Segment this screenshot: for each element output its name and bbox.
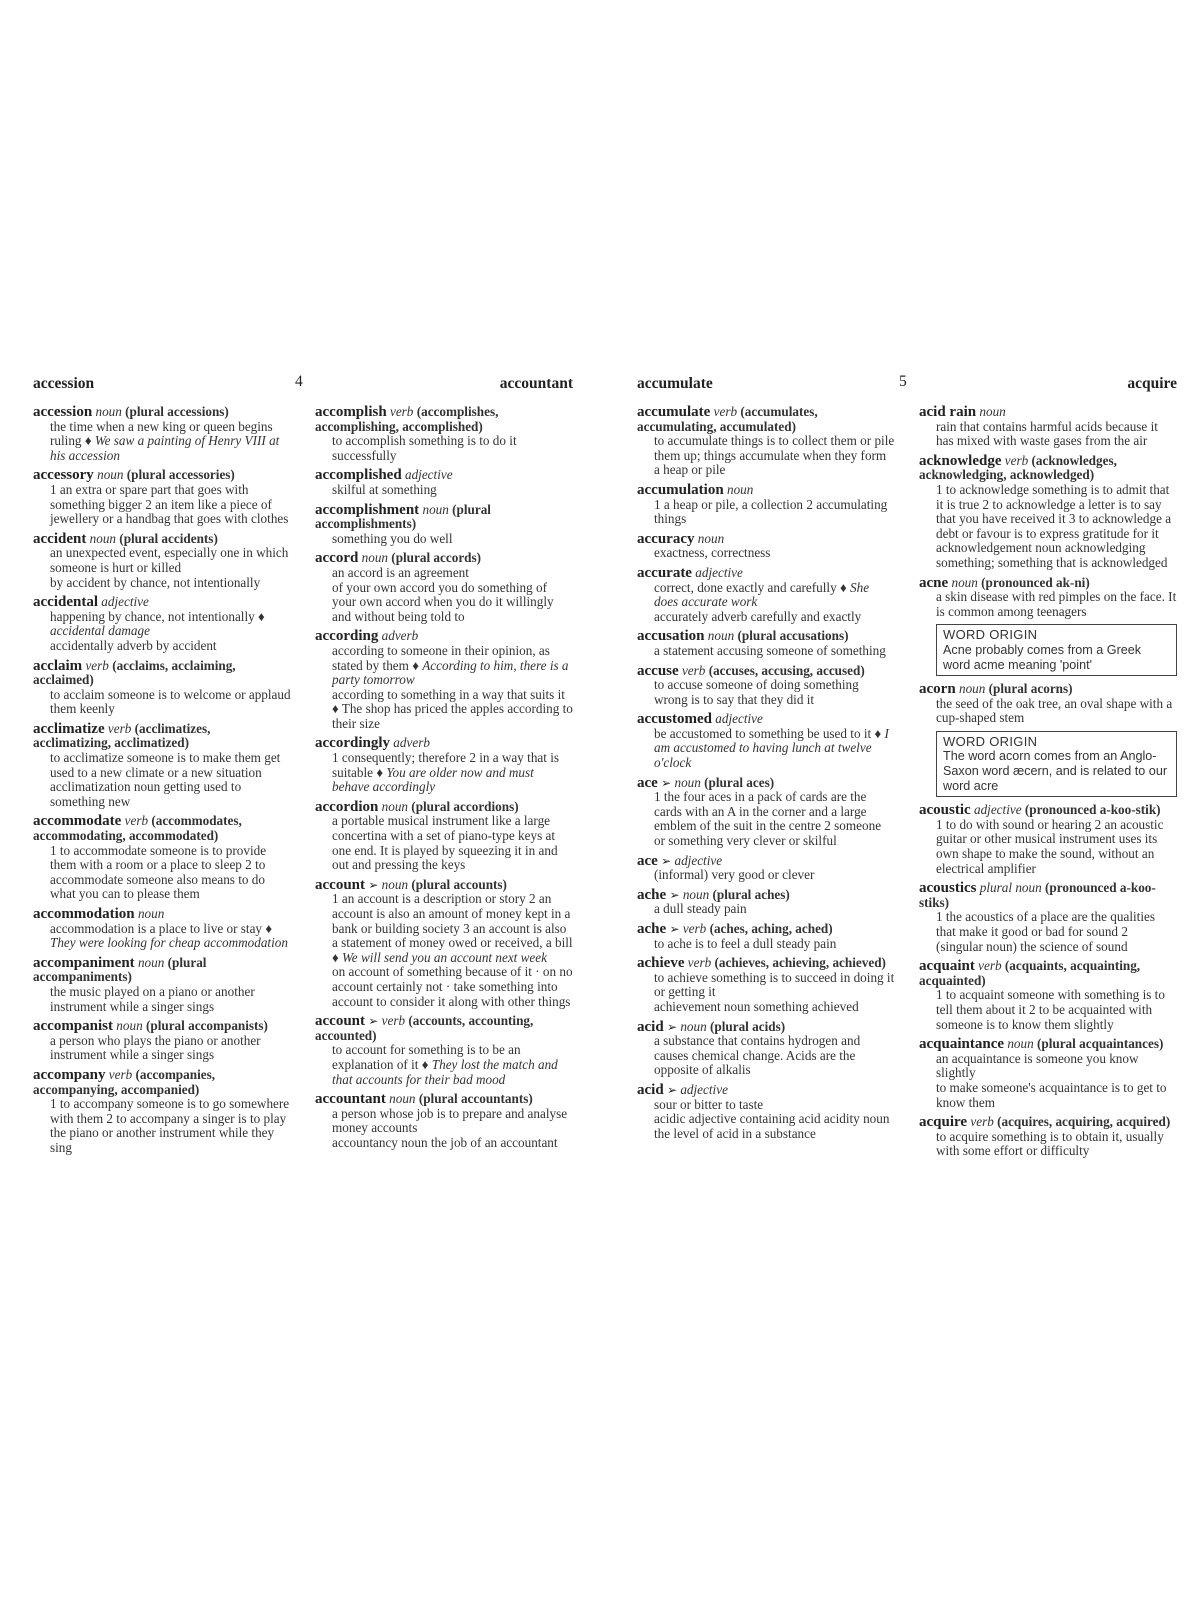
dictionary-entry: accustomed adjective be accustomed to something be used to it ♦ I am accustomed to having lunch at twelve o'clock <box>637 711 889 771</box>
inflected-forms: (plural accordions) <box>411 798 519 814</box>
part-of-speech: adjective <box>695 564 743 580</box>
example-sentence: According to him, there is a party tomorrow <box>332 657 569 688</box>
definition: 1 to do with sound or hearing 2 an acoustic guitar or other musical instrument uses its own shape to make the sound, without an electrical amplifier <box>936 816 1164 876</box>
dictionary-entry: according adverb according to someone in their opinion, as stated by them ♦ According to him, there is a party tomorrow according to something in a way that suits it ♦ The shop has priced the apples according to their size <box>315 628 573 731</box>
headword: ace <box>637 852 658 869</box>
inflected-forms: (plural accords) <box>391 550 482 566</box>
definition: something you do well <box>332 530 453 546</box>
headword: accountant <box>315 1091 386 1108</box>
headword: ace <box>637 774 658 791</box>
headword: accomplishment <box>315 501 420 518</box>
column <box>33 405 291 1161</box>
dictionary-entry <box>637 532 895 561</box>
word-origin-title: WORD ORIGIN <box>943 733 1038 749</box>
dictionary-entry <box>33 814 291 902</box>
arrow-icon: ➢ <box>368 1014 379 1029</box>
dictionary-entry: accession noun (plural accessions) the time when a new king or queen begins ruling ♦ We saw a painting of Henry VIII at his accession <box>33 404 280 463</box>
part-of-speech: verb <box>978 958 1002 974</box>
word-origin-text: The word acorn comes from an Anglo-Saxon word æcern, and is related to our word acre <box>943 749 1168 793</box>
definition: a portable musical instrument like a large concertina with a set of piano-type keys at one end. It is played by squeezing it in and out and pressing the keys <box>332 813 558 873</box>
definition: accommodation is a place to live or stay <box>50 920 263 936</box>
part-of-speech: noun <box>381 798 408 814</box>
part-of-speech: noun <box>422 501 449 517</box>
dictionary-entry <box>637 629 895 658</box>
derived-form: accurately adverb carefully and exactly <box>654 608 862 624</box>
part-of-speech: adjective <box>101 594 149 610</box>
dictionary-entry: accidental adjective happening by chance, not intentionally ♦ accidental damage accidentally adverb by accident <box>33 595 291 653</box>
headword: accompanist <box>33 1018 113 1035</box>
headword: accompany <box>33 1066 106 1083</box>
definition: an acquaintance is someone you know slightly <box>936 1050 1139 1081</box>
inflected-forms: (plural accompaniments) <box>33 954 207 985</box>
inflected-forms: (plural accountants) <box>418 1091 533 1107</box>
inflected-forms: (acknowledges, acknowledging, acknowledged) <box>919 452 1117 483</box>
definition: to accomplish something is to do it successfully <box>332 433 517 463</box>
word-origin-title: WORD ORIGIN <box>943 627 1038 643</box>
dictionary-entry <box>919 803 1177 876</box>
inflected-forms: (plural acquaintances) <box>1036 1036 1164 1052</box>
headword: ache <box>637 886 667 903</box>
part-of-speech: plural noun <box>979 880 1042 896</box>
inflected-forms: (plural aches) <box>712 886 790 902</box>
headword: achieve <box>637 955 685 972</box>
inflected-forms: (accumulates, accumulating, accumulated) <box>637 404 818 434</box>
part-of-speech: noun <box>95 404 122 419</box>
dictionary-entry <box>919 405 1177 449</box>
example-sentence: accidental damage <box>50 623 150 639</box>
definition: 1 a heap or pile, a collection 2 accumulating things <box>654 496 888 527</box>
arrow-icon: ➢ <box>666 1019 678 1034</box>
part-of-speech: noun <box>97 467 124 483</box>
headword: ache <box>637 921 667 937</box>
headword: accumulate <box>637 404 711 420</box>
headword: acid <box>637 1081 664 1098</box>
derived-form: acidic adjective containing acid acidity noun the level of acid in a substance <box>654 1111 890 1141</box>
part-of-speech: verb <box>1004 452 1029 468</box>
dictionary-entry <box>315 503 573 547</box>
definition: 1 the four aces in a pack of cards are the cards with an A in the corner and a large emblem of the suit in the centre 2 someone or something very clever or skilful <box>654 789 882 849</box>
arrow-icon: ➢ <box>666 1082 678 1097</box>
headword: acid rain <box>919 404 977 420</box>
inflected-forms: (accompanies, accompanying, accompanied) <box>33 1066 216 1097</box>
definition: to acquire something is to obtain it, usually with some effort or difficulty <box>936 1128 1164 1159</box>
part-of-speech: verb <box>107 720 132 736</box>
inflected-forms: (plural accounts) <box>411 876 507 892</box>
dictionary-entry <box>33 532 291 590</box>
dictionary-entry <box>315 1092 573 1150</box>
headword: acne <box>919 574 949 591</box>
arrow-icon: ➢ <box>368 877 379 892</box>
example-sentence: They lost the match and that accounts for their bad mood <box>332 1056 558 1087</box>
headword: accomplished <box>315 467 402 484</box>
headword: according <box>315 628 379 645</box>
word-origin-box <box>936 731 1177 797</box>
inflected-forms: (plural accessions) <box>125 404 229 419</box>
dictionary-entry <box>919 454 1177 571</box>
headword: accommodate <box>33 813 122 830</box>
definition: exactness, correctness <box>654 545 771 561</box>
derived-form: to make someone's acquaintance is to get to know them <box>936 1079 1167 1110</box>
definition: 1 the acoustics of a place are the qualities that make it good or bad for sound 2 (singular noun) the science of sound <box>936 909 1155 954</box>
headword: accord <box>315 550 359 567</box>
part-of-speech: verb <box>682 921 707 936</box>
definition: be accustomed to something be used to it <box>654 725 872 741</box>
definition: to achieve something is to succeed in doing it or getting it <box>654 969 895 1000</box>
example-sentence: You are older now and must behave accordingly <box>332 764 534 795</box>
headword: accessory <box>33 467 94 484</box>
headword: acquaint <box>919 958 975 975</box>
headword: accommodation <box>33 906 135 922</box>
guide-word-left: accumulate <box>637 375 713 392</box>
column <box>919 405 1177 1164</box>
derived-form: according to something in a way that suits it ♦ The shop has priced the apples according to their size <box>332 686 573 731</box>
definition: 1 consequently; therefore 2 in a way that is suitable <box>332 750 560 780</box>
dictionary-entry <box>33 722 291 810</box>
inflected-forms: (plural accusations) <box>737 628 849 644</box>
definition: a person who plays the piano or another instrument while a singer sings <box>50 1032 261 1063</box>
definition: an unexpected event, especially one in which someone is hurt or killed <box>50 545 289 575</box>
part-of-speech: noun <box>726 481 754 497</box>
definition: 1 to acknowledge something is to admit that it is true 2 to acknowledge a letter is to say that you have received it 3 to acknowledge a debt or favour is to express gratitude for it <box>936 481 1172 541</box>
derived-form: accidentally adverb by accident <box>50 637 217 653</box>
dictionary-entry <box>637 888 895 917</box>
dictionary-entry <box>637 483 895 527</box>
inflected-forms: (plural accompanists) <box>145 1018 268 1034</box>
headword: acoustic <box>919 802 971 819</box>
example-sentence: I am accustomed to having lunch at twelve o'clock <box>654 725 889 771</box>
part-of-speech: noun <box>682 886 710 902</box>
definition: to accumulate things is to collect them or pile them up; things accumulate when they form a heap or pile <box>654 433 895 478</box>
arrow-icon: ➢ <box>669 887 680 902</box>
inflected-forms: (plural accessories) <box>126 467 235 483</box>
inflected-forms: (acquires, acquiring, acquired) <box>997 1114 1171 1130</box>
definition: the music played on a piano or another instrument while a singer sings <box>50 983 255 1014</box>
definition: to account for something is to be an explanation of it <box>332 1042 521 1072</box>
right-page <box>637 375 1177 1164</box>
headword: acknowledge <box>919 452 1002 469</box>
derived-form: on account of something because of it · on no account certainly not · take something into account to consider it along with other things <box>332 964 573 1009</box>
dictionary-entry <box>315 405 573 463</box>
definition: a substance that contains hydrogen and causes chemical change. Acids are the opposite of alkalis <box>654 1033 861 1078</box>
definition: to ache is to feel a dull steady pain <box>654 935 837 951</box>
part-of-speech: verb <box>108 1066 133 1082</box>
running-header <box>33 375 573 405</box>
word-origin-text: Acne probably comes from a Greek word acme meaning 'point' <box>943 642 1142 672</box>
guide-word-right: accountant <box>499 375 573 392</box>
part-of-speech: verb <box>381 1013 406 1029</box>
headword: acclaim <box>33 657 83 674</box>
headword: accomplish <box>315 404 387 420</box>
dictionary-entry: accurate adjective correct, done exactly and carefully ♦ She does accurate work accurately adverb carefully and exactly <box>637 566 895 624</box>
definition: to acclimatize someone is to make them get used to a new climate or a new situation <box>50 750 281 780</box>
definition: 1 to accompany someone is to go somewhere with them 2 to accompany a singer is to play the piano or another instrument while they sing <box>50 1096 290 1155</box>
dictionary-entry <box>315 551 573 624</box>
inflected-forms: (plural acids) <box>710 1018 786 1034</box>
arrow-icon: ➢ <box>669 922 680 936</box>
part-of-speech: verb <box>85 657 109 673</box>
definition: correct, done exactly and carefully <box>654 579 837 595</box>
definition: to accuse someone of doing something wrong is to say that they did it <box>654 677 859 707</box>
part-of-speech: verb <box>681 662 706 678</box>
part-of-speech: verb <box>687 955 712 971</box>
dictionary-entry <box>919 682 1177 797</box>
part-of-speech: adjective <box>674 852 723 868</box>
example-sentence: They were looking for cheap accommodation <box>50 935 288 951</box>
part-of-speech: noun <box>361 550 388 566</box>
definition: an accord is an agreement <box>332 564 469 580</box>
inflected-forms: (acclaims, acclaiming, acclaimed) <box>33 657 236 688</box>
definition: according to someone in their opinion, as stated by them <box>332 642 550 673</box>
headword: accusation <box>637 628 705 645</box>
part-of-speech: noun <box>958 681 986 697</box>
column <box>315 405 573 1161</box>
inflected-forms: (plural accidents) <box>119 530 218 546</box>
derived-form: acknowledgement noun acknowledging something; something that is acknowledged <box>936 540 1168 570</box>
headword: accustomed <box>637 711 712 728</box>
inflected-forms: (pronounced a-koo-stiks) <box>919 880 1156 910</box>
part-of-speech: noun <box>137 906 165 921</box>
dictionary-entry <box>637 776 895 849</box>
headword: accidental <box>33 594 98 611</box>
part-of-speech: noun <box>951 574 978 590</box>
dictionary-entry <box>637 1083 895 1141</box>
left-page <box>33 375 573 1161</box>
dictionary-entry <box>33 659 291 717</box>
inflected-forms: (plural aces) <box>704 774 775 790</box>
inflected-forms: (aches, aching, ached) <box>709 921 833 936</box>
part-of-speech: adjective <box>715 711 763 727</box>
dictionary-entry <box>919 881 1177 954</box>
inflected-forms: (pronounced ak-ni) <box>981 574 1090 590</box>
headword: acid <box>637 1018 664 1035</box>
definition: the seed of the oak tree, an oval shape with a cup-shaped stem <box>936 695 1173 726</box>
dictionary-entry <box>637 956 895 1014</box>
part-of-speech: noun <box>697 530 725 546</box>
headword: accordingly <box>315 735 390 752</box>
inflected-forms: (acquaints, acquainting, acquainted) <box>919 958 1141 988</box>
example-sentence: We will send you an account next week <box>342 949 547 965</box>
part-of-speech: adjective <box>680 1081 728 1097</box>
definition: 1 an account is a description or story 2 an account is also an amount of money kept in a bank or building society 3 an account is also a statement of money owed or received, a bill <box>332 891 573 951</box>
headword: accurate <box>637 564 692 581</box>
dictionary-entry <box>919 1037 1177 1110</box>
part-of-speech: verb <box>713 404 738 419</box>
page-number: 4 <box>295 373 303 390</box>
part-of-speech: noun <box>680 1018 707 1034</box>
dictionary-entry <box>637 664 895 708</box>
dictionary-entry <box>637 1020 895 1078</box>
dictionary-entry: account ➢ noun (plural accounts) 1 an account is a description or story 2 an account is also an amount of money kept in a bank or building society 3 an account is also a statement of money owed or received, a bill ♦ We will send you an account next week on account of something because of it · on no account certainly not · take something into account to consider it along with other things <box>315 876 573 1009</box>
definition: a person whose job is to prepare and analyse money accounts <box>332 1105 568 1136</box>
part-of-speech: noun <box>89 530 116 546</box>
word-origin-box <box>936 624 1177 676</box>
part-of-speech: noun <box>707 628 735 644</box>
part-of-speech: adjective <box>404 467 453 483</box>
part-of-speech: noun <box>389 1091 416 1107</box>
definition: a statement accusing someone of something <box>654 642 886 658</box>
dictionary-entry: account ➢ verb (accounts, accounting, accounted) to account for something is to be an explanation of it ♦ They lost the match and that accounts for their bad mood <box>315 1013 558 1087</box>
part-of-speech: adverb <box>393 735 430 751</box>
inflected-forms: (acclimatizes, acclimatizing, acclimatized) <box>33 720 211 751</box>
part-of-speech: verb <box>389 404 414 419</box>
definition: 1 to acquaint someone with something is to tell them about it 2 to be acquainted with someone is to know them slightly <box>936 987 1165 1032</box>
headword: accident <box>33 530 87 547</box>
dictionary-entry <box>919 1115 1177 1159</box>
definition: a dull steady pain <box>654 901 747 917</box>
dictionary-entry <box>637 854 895 883</box>
definition: to acclaim someone is to welcome or applaud them keenly <box>50 686 291 717</box>
inflected-forms: (pronounced a-koo-stik) <box>1024 802 1161 818</box>
dictionary-entry <box>33 1068 291 1156</box>
dictionary-entry <box>33 468 291 526</box>
part-of-speech: noun <box>979 404 1006 419</box>
headword: acquaintance <box>919 1036 1005 1053</box>
column <box>637 405 895 1164</box>
dictionary-entry <box>33 1019 291 1063</box>
definition: the time when a new king or queen begins ruling <box>50 418 273 449</box>
definition: happening by chance, not intentionally <box>50 608 255 624</box>
definition: a skin disease with red pimples on the face. It is common among teenagers <box>936 589 1177 619</box>
headword: account <box>315 876 365 893</box>
example-sentence: We saw a painting of Henry VIII at his accession <box>50 433 280 463</box>
part-of-speech: noun <box>674 774 701 790</box>
dictionary-entry <box>919 959 1177 1032</box>
definition: sour or bitter to taste <box>654 1096 764 1112</box>
derived-form: achievement noun something achieved <box>654 998 859 1014</box>
definition: rain that contains harmful acids because it has mixed with waste gases from the air <box>936 418 1158 449</box>
guide-word-left: accession <box>33 375 95 392</box>
inflected-forms: (plural accomplishments) <box>315 501 491 532</box>
dictionary-entry <box>637 405 895 478</box>
headword: accumulation <box>637 481 724 498</box>
definition: 1 an extra or spare part that goes with something bigger 2 an item like a piece of jewellery or a handbag that goes with clothes <box>50 481 289 527</box>
definition: skilful at something <box>332 481 437 497</box>
page-number: 5 <box>899 373 907 390</box>
definition: 1 to accommodate someone is to provide them with a room or a place to sleep 2 to accommodate someone also means to do what you can to please them <box>50 842 267 902</box>
dictionary-entry: accommodation noun accommodation is a place to live or stay ♦ They were looking for cheap accommodation <box>33 906 288 951</box>
dictionary-entry <box>315 468 573 497</box>
inflected-forms: (accuses, accusing, accused) <box>708 662 865 678</box>
headword: acorn <box>919 681 956 698</box>
headword: account <box>315 1013 365 1030</box>
dictionary-entry <box>33 956 291 1014</box>
part-of-speech: noun <box>1007 1036 1034 1052</box>
inflected-forms: (accomplishes, accomplishing, accomplished) <box>315 404 499 434</box>
dictionary-entry <box>637 922 895 951</box>
definition: (informal) very good or clever <box>654 867 815 883</box>
inflected-forms: (achieves, achieving, achieved) <box>714 955 886 971</box>
running-header <box>637 375 1177 405</box>
headword: accordion <box>315 798 379 815</box>
derived-form: acclimatization noun getting used to something new <box>50 779 242 809</box>
part-of-speech: noun <box>137 954 165 970</box>
derived-form: accountancy noun the job of an accountant <box>332 1134 558 1150</box>
headword: acoustics <box>919 880 977 897</box>
part-of-speech: noun <box>381 876 409 892</box>
headword: acclimatize <box>33 720 105 737</box>
part-of-speech: adjective <box>973 802 1022 818</box>
headword: accuracy <box>637 530 695 547</box>
derived-form: of your own accord you do something of your own accord when you do it willingly and without being told to <box>332 579 554 624</box>
arrow-icon: ➢ <box>661 775 672 790</box>
part-of-speech: noun <box>116 1018 143 1034</box>
inflected-forms: (accommodates, accommodating, accommodated) <box>33 813 242 844</box>
example-sentence: She does accurate work <box>654 579 870 610</box>
part-of-speech: verb <box>970 1114 994 1130</box>
guide-word-right: acquire <box>1127 375 1177 392</box>
part-of-speech: verb <box>124 813 149 829</box>
headword: accompaniment <box>33 954 135 971</box>
dictionary-entry: accordingly adverb 1 consequently; therefore 2 in a way that is suitable ♦ You are older now and must behave accordingly <box>315 735 560 795</box>
headword: accuse <box>637 662 679 679</box>
inflected-forms: (plural acorns) <box>988 681 1073 697</box>
dictionary-entry <box>315 800 573 873</box>
arrow-icon: ➢ <box>661 853 672 868</box>
headword: acquire <box>919 1114 968 1131</box>
inflected-forms: (accounts, accounting, accounted) <box>315 1013 534 1043</box>
derived-form: by accident by chance, not intentionally <box>50 574 261 590</box>
part-of-speech: adverb <box>381 628 419 644</box>
dictionary-entry <box>919 576 1177 677</box>
headword: accession <box>33 404 93 420</box>
